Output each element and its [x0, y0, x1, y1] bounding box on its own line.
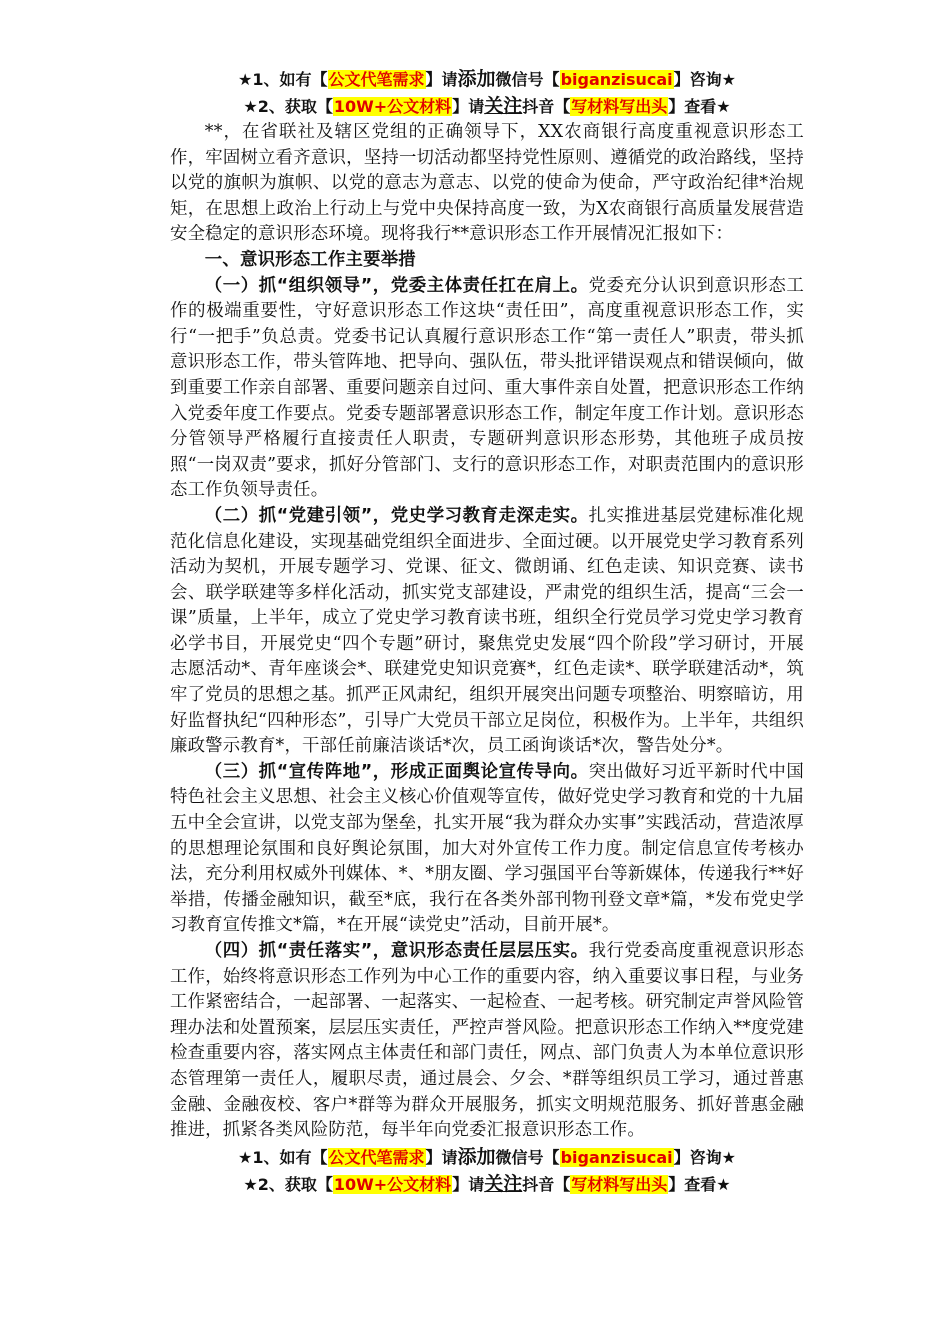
promo-text: ★1、如有【 [238, 1147, 328, 1167]
promo-emphasis: 关注 [484, 95, 523, 117]
section-heading: 一、意识形态工作主要举措 [204, 249, 416, 270]
promo-text: 】咨询★ [673, 70, 736, 89]
promo-line-2 [170, 93, 804, 120]
section-body: 我行党委高度重视意识形态工作，始终将意识形态工作列为中心工作的重要内容，纳入重要议事日程，与业务工作紧密结合，一起部署、一起落实、一起检查、一起考核。研究制定声誉风险管理办法和处置预案，层层压实责任，严控声誉风险。把意识形态工作纳入**度党建检查重要内容，落实网点主体责任和部门责任，网点、部门负责人为本单位意识形态管理第一责任人，履职尽责，通过晨会、夕会、*群等组织员工学习，通过普惠金融、金融夜校、客户*群等为群众开展服务，抓实文明规范服务、抓好普惠金融推进，抓紧各类风险防范，每半年向党委汇报意识形态工作。 [170, 941, 804, 1141]
promo-highlight-douyin: 写材料写出头 [571, 1174, 668, 1194]
promo-highlight: 10W+公文材料 [333, 1174, 452, 1194]
promo-highlight: 10W+公文材料 [333, 97, 452, 116]
promo-text: 】请 [425, 70, 458, 89]
promo-text: 抖音【 [522, 97, 571, 116]
promo-emphasis: 添加 [457, 1145, 496, 1168]
promo-text: 抖音【 [522, 1174, 571, 1194]
promo-text: 微信号【 [495, 70, 560, 89]
promo-text: 】请 [452, 97, 485, 116]
promo-highlight-wechat: biganzisucai [560, 70, 673, 89]
section-paragraph-2 [170, 504, 804, 760]
intro-paragraph: **，在省联社及辖区党组的正确领导下，XX农商银行高度重视意识形态工作，牢固树立看齐意识，坚持一切活动都坚持党性原则、遵循党的政治路线，坚持以党的旗帜为旗帜、以党的意志为意志、以党的使命为使命，严守政治纪律*治规矩，在思想上政治上行动上与党中央保持高度一致，为X农商银行高质量发展营造安全稳定的意识形态环境。现将我行**意识形态工作开展情况汇报如下： [170, 122, 804, 245]
promo-line-1-bottom [170, 1144, 804, 1171]
promo-text: ★2、获取【 [243, 97, 333, 116]
document-page [170, 66, 804, 1198]
section-body: 党委充分认识到意识形态工作的极端重要性，守好意识形态工作这块“责任田”，高度重视意识形态工作，实行“一把手”负总责。党委书记认真履行意识形态工作“第一责任人”职责，带头抓意识形态工作，带头管阵地、把导向、强队伍，带头批评错误观点和错误倾向，做到重要工作亲自部署、重要问题亲自过问、重大事件亲自处置，把意识形态工作纳入党委年度工作要点。党委专题部署意识形态工作，制定年度工作计划。意识形态分管领导严格履行直接责任人职责，专题研判意识形态形势，其他班子成员按照“一岗双责”要求，抓好分管部门、支行的意识形态工作，对职责范围内的意识形态工作负领导责任。 [170, 275, 804, 501]
promo-highlight: 公文代笔需求 [328, 1147, 425, 1167]
section-paragraph-3 [170, 760, 804, 939]
promo-emphasis: 添加 [457, 68, 496, 90]
promo-line-2-bottom [170, 1171, 804, 1198]
promo-text: 微信号【 [495, 1147, 560, 1167]
section-paragraph-4 [170, 939, 804, 1144]
section-lead: （三）抓“宣传阵地”，形成正面舆论宣传导向。 [204, 761, 589, 782]
section-lead: （二）抓“党建引领”，党史学习教育走深走实。 [204, 505, 589, 526]
promo-emphasis: 关注 [484, 1172, 523, 1195]
promo-text: 】请 [452, 1174, 485, 1194]
promo-highlight-wechat: biganzisucai [560, 1147, 673, 1167]
promo-text: 】请 [425, 1147, 458, 1167]
promo-highlight-douyin: 写材料写出头 [571, 97, 668, 116]
promo-text: 】查看★ [668, 97, 731, 116]
section-paragraph-1 [170, 274, 804, 504]
promo-text: ★1、如有【 [238, 70, 328, 89]
promo-text: 】查看★ [668, 1174, 731, 1194]
promo-highlight: 公文代笔需求 [328, 70, 425, 89]
section-lead: （一）抓“组织领导”，党委主体责任扛在肩上。 [204, 275, 589, 296]
section-body: 扎实推进基层党建标准化规范化信息化建设，实现基础党组织全面进步、全面过硬。以开展党史学习教育系列活动为契机，开展专题学习、党课、征文、微朗诵、红色走读、知识竞赛、读书会、联学联建等多样化活动，抓实党支部建设，严肃党的组织生活，提高“三会一课”质量，上半年，成立了党史学习教育读书班，组织全行党员学习党史学习教育必学书目，开展党史“四个专题”研讨，聚焦党史发展“四个阶段”学习研讨，开展志愿活动*、青年座谈会*、联建党史知识竞赛*，红色走读*、联学联建活动*，筑牢了党员的思想之基。抓严正风肃纪，组织开展突出问题专项整治、明察暗访，用好监督执纪“四种形态”，引导广大党员干部立足岗位，积极作为。上半年，共组织廉政警示教育*，干部任前廉洁谈话*次，员工函询谈话*次，警告处分*。 [170, 505, 804, 757]
section-body: 突出做好习近平新时代中国特色社会主义思想、社会主义核心价值观等宣传，做好党史学习教育和党的十九届五中全会宣讲，以党支部为堡垒，扎实开展“我为群众办实事”实践活动，营造浓厚的思想理论氛围和良好舆论氛围，加大对外宣传工作力度。制定信息宣传考核办法，充分利用权威外刊媒体、*、*朋友圈、学习强国平台等新媒体，传递我行**好举措，传播金融知识，截至*底，我行在各类外部刊物刊登文章*篇，*发布党史学习教育宣传推文*篇，*在开展“读党史”活动，目前开展*。 [170, 761, 804, 936]
promo-text: 】咨询★ [673, 1147, 736, 1167]
section-lead: （四）抓“责任落实”，意识形态责任层层压实。 [204, 941, 589, 961]
promo-text: ★2、获取【 [243, 1174, 333, 1194]
promo-line-1 [170, 66, 804, 93]
